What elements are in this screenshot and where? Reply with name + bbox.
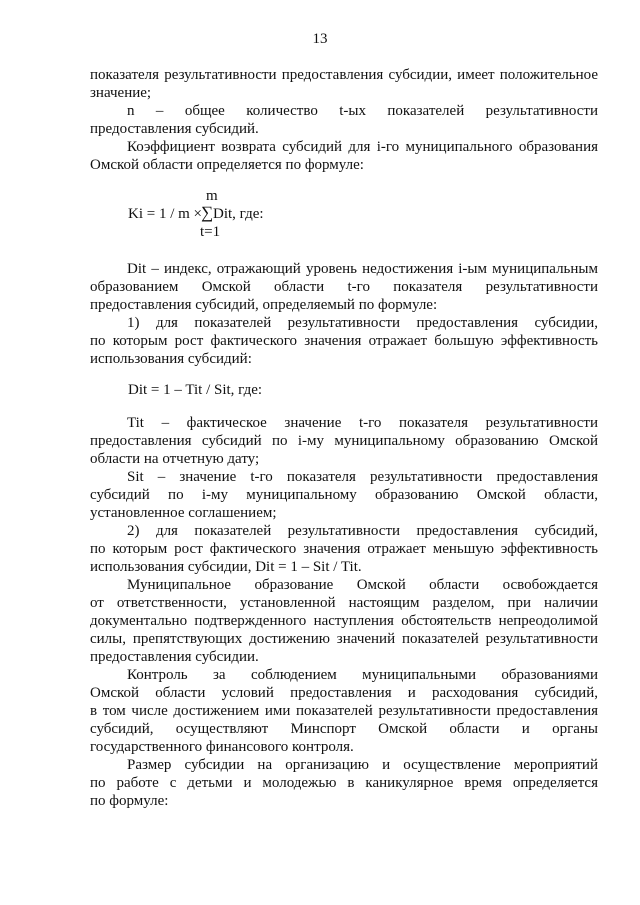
text-line: образованием Омской области t-го показателя результативности [90,279,598,295]
text-line: Контроль за соблюдением муниципальными образованиями [127,667,598,683]
text-line: от ответственности, установленной настоящим разделом, при наличии [90,595,598,611]
page-number: 13 [312,31,328,47]
text-line: предоставления субсидий по i-му муниципальному образованию Омской [90,433,598,449]
text-line: Dit – индекс, отражающий уровень недостижения i-ым муниципальным [127,261,598,277]
formula-ki-left: Ki = 1 / m × [128,206,203,222]
text-line: силы, препятствующих достижению значений показателей результативности [90,631,598,647]
text-line: Sit – значение t-го показателя результативности предоставления [127,469,598,485]
text-line: документально подтвержденного наступления обстоятельств непреодолимой [90,613,598,629]
text-line: Tit – фактическое значение t-го показателя результативности [127,415,598,431]
formula-dit: Dit = 1 – Tit / Sit, где: [128,382,263,398]
formula-ki-right: Dit, где: [213,206,264,222]
text-line: предоставления субсидии. [90,649,259,665]
text-line: показателя результативности предоставления субсидии, имеет положительное [90,67,598,83]
text-line: Муниципальное образование Омской области освобождается [127,577,598,593]
sum-sigma: ∑ [201,203,214,222]
text-line: n – общее количество t-ых показателей результативности [127,103,598,119]
text-line: по работе с детьми и молодежью в каникулярное время определяется [90,775,598,791]
text-line: государственного финансового контроля. [90,739,354,755]
text-line: Коэффициент возврата субсидий для i-го муниципального образования [127,139,598,155]
text-line: Размер субсидии на организацию и осуществление мероприятий [127,757,598,773]
text-line: значение; [90,85,152,101]
text-line: субсидий по i-му муниципальному образованию Омской области, [90,487,598,503]
text-line: Омской области определяется по формуле: [90,157,364,173]
text-line: по которым рост фактического значения отражает большую эффективность [90,333,598,349]
formula-ki-lower: t=1 [200,224,221,240]
text-line: субсидий, осуществляют Минспорт Омской области и органы [90,721,598,737]
text-line: установленное соглашением; [90,505,277,521]
formula-ki-upper: m [206,188,218,204]
text-line: 1) для показателей результативности предоставления субсидии, [127,315,598,331]
text-line: по которым рост фактического значения отражает меньшую эффективность [90,541,598,557]
text-line: предоставления субсидий. [90,121,259,137]
text-line: 2) для показателей результативности предоставления субсидий, [127,523,598,539]
text-line: Омской области условий предоставления и расходования субсидий, [90,685,598,701]
text-line: области на отчетную дату; [90,451,260,467]
text-line: использования субсидии, Dit = 1 – Sit / Tit. [90,559,362,575]
text-line: в том числе достижением ими показателей результативности предоставления [90,703,598,719]
text-line: использования субсидий: [90,351,252,367]
text-line: по формуле: [90,793,169,809]
text-line: предоставления субсидий, определяемый по формуле: [90,297,438,313]
